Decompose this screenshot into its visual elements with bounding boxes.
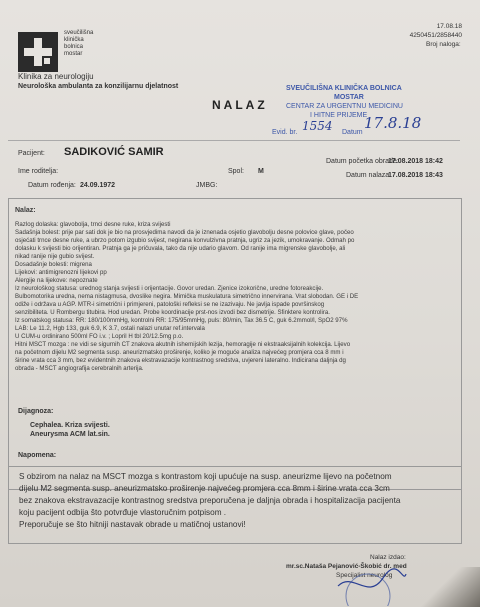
report-date: 17.08.2018 18:43 — [388, 172, 443, 179]
jmbg-label: JMBG: — [196, 182, 218, 189]
dob-value: 24.09.1972 — [80, 182, 116, 189]
patient-name: SADIKOVIĆ SAMIR — [64, 146, 164, 158]
doctor-name: mr.sc.Nataša Pejanović-Škobić dr. med — [286, 563, 407, 570]
top-date: 17.08.18 — [436, 23, 462, 30]
sex-label: Spol: — [228, 168, 244, 175]
hospital-logo-icon — [16, 30, 60, 74]
hospital-stamp: SVEUČILIŠNA KLINIČKA BOLNICA MOSTAR CENTAR ZA URGENTNU MEDICINU I HITNE PRIJEME Evid. br. 1554 Datum 17.8.18 — [272, 85, 422, 136]
department-name: Neurološka ambulanta za konzilijarnu djelatnost — [18, 83, 179, 90]
order-number-label: Broj naloga: — [426, 41, 461, 48]
diagnosis-heading: Dijagnoza: — [18, 408, 54, 415]
diagnosis-item: Aneurysma ACM lat.sin. — [30, 431, 110, 438]
findings-heading: Nalaz: — [15, 207, 36, 214]
divider — [8, 140, 460, 141]
start-date-label: Datum početka obrade: — [326, 158, 399, 165]
notes-heading: Napomena: — [18, 452, 57, 459]
handwritten-evid: 1554 — [302, 119, 333, 133]
header-right — [400, 22, 462, 48]
handwritten-date: 17.8.18 — [364, 114, 422, 132]
logo-text: sveučilišna klinička bolnica mostar — [64, 30, 94, 57]
dob-label: Datum rođenja: — [28, 182, 76, 189]
sex-value: M — [258, 168, 264, 175]
report-date-label: Datum nalaza: — [346, 172, 392, 179]
document-title: NALAZ — [212, 98, 268, 112]
notes-box: S obzirom na nalaz na MSCT mozga s kontrastom koji upućuje na susp. aneurizme lijevo na početnom dijelu M2 segmenta susp. aneurizmatsko proširenje najvećeg promjera cca 8mm i širine vrata cca 3cm bez znakova ekstravazacije kontrastnog sredstva preporučena je daljnja obrada i hospitalizacija pacijenta koju pacijent odbija što potvrđuje vlastoručnim potpisom . Preporučuje se što hitniji nastavak obrade u matičnoj ustanovi! — [8, 466, 462, 544]
clinic-name: Klinika za neurologiju — [18, 72, 94, 81]
issued-label: Nalaz izdao: — [370, 554, 406, 561]
clinic-block — [18, 72, 178, 92]
start-date: 17.08.2018 18:42 — [388, 158, 443, 165]
diagnosis-item: Cephalea. Kriza svijesti. — [30, 422, 110, 429]
doctor-title: Specijalist neurolog — [336, 572, 393, 579]
photo-shadow — [420, 567, 480, 607]
findings-box: Nalaz: Razlog dolaska: glavobolja, trnci desne ruke, kriza svijesti Sadašnja bolest: prije par sati dok je bio na prosvjedima navodi da je iznenada osjetio glavobolju desne polovice glave, počeo osjećati trnce desne ruke, a ubrzo potom izgubio svijest, negirana konvulzivna pratnja, ugriz za jezik, umokravanje. Odmah po dolasku k svijesti bio orijentiran. Pratnja ga je pričuvala, tako da nije udario glavom. Od ranije ima migrenske glavobolje, ali nikad ranije nije gubio svijest. Dosadašnje bolesti: migrena Lijekovi: antimigrenozni lijekovi pp Alergije na lijekove: nepoznate Iz neurološkog statusa: urednog stanja svijesti i orijentacije. Govor uredan. Zjenice izokorične, uredne fotoreakcije. Bulbomotorika uredna, nema nistagmusa, dvoslike negira. Mimička muskulatura simetrično innervirana. Vrat slobodan. GE i DE odiže i održava u AGP. MTR-i simetrični i primjereni, patološki refleksi se ne izazivaju. Ne javlja ispade površinskog senzibiliteta. U Rombergu titubira. Hod uredan. Probe koordinacije prst-nos izvodi bez dismetrije. Sfinktere kontrolira. Iz somatskog statusa: RR: 180/100mmHg, kontrolni RR: 175/95mmHg, puls: 80/min, Tax 36.5 C, guk 6.2mmol/l, SpO2 97% LAB: Le 11.2, Hgb 133, guk 6.9, K 3.7, ostali nalazi unutar ref.intervala U CUM-u ordinirano 500ml FO i.v. ; Lopril H tbl 20/12.5mg p.o. Hitni MSCT mozga : ne vidi se sigurnih CT znakova akutnih ishemijskih lezija, hemoragije ni ekstraaksijalnih kolekcija. Lijevo na početnom dijelu M2 segmenta susp. aneurizmatsko proširenje, koliko je moguće analiza najvećeg promjera cca 8 mm i širine vrata cca 3 mm, bez evidentnih znakova ekstravazacije kontrastnog sredstva, uvjereni lateralno. Indicirana daljnja dg obrada - MSCT angiografija cerebralnih arterija. — [8, 198, 462, 490]
patient-label: Pacijent: — [18, 150, 45, 157]
parent-label: Ime roditelja: — [18, 168, 59, 175]
signature-stamp-icon — [328, 566, 408, 606]
phone-number: 4250451/2858440 — [409, 32, 462, 39]
